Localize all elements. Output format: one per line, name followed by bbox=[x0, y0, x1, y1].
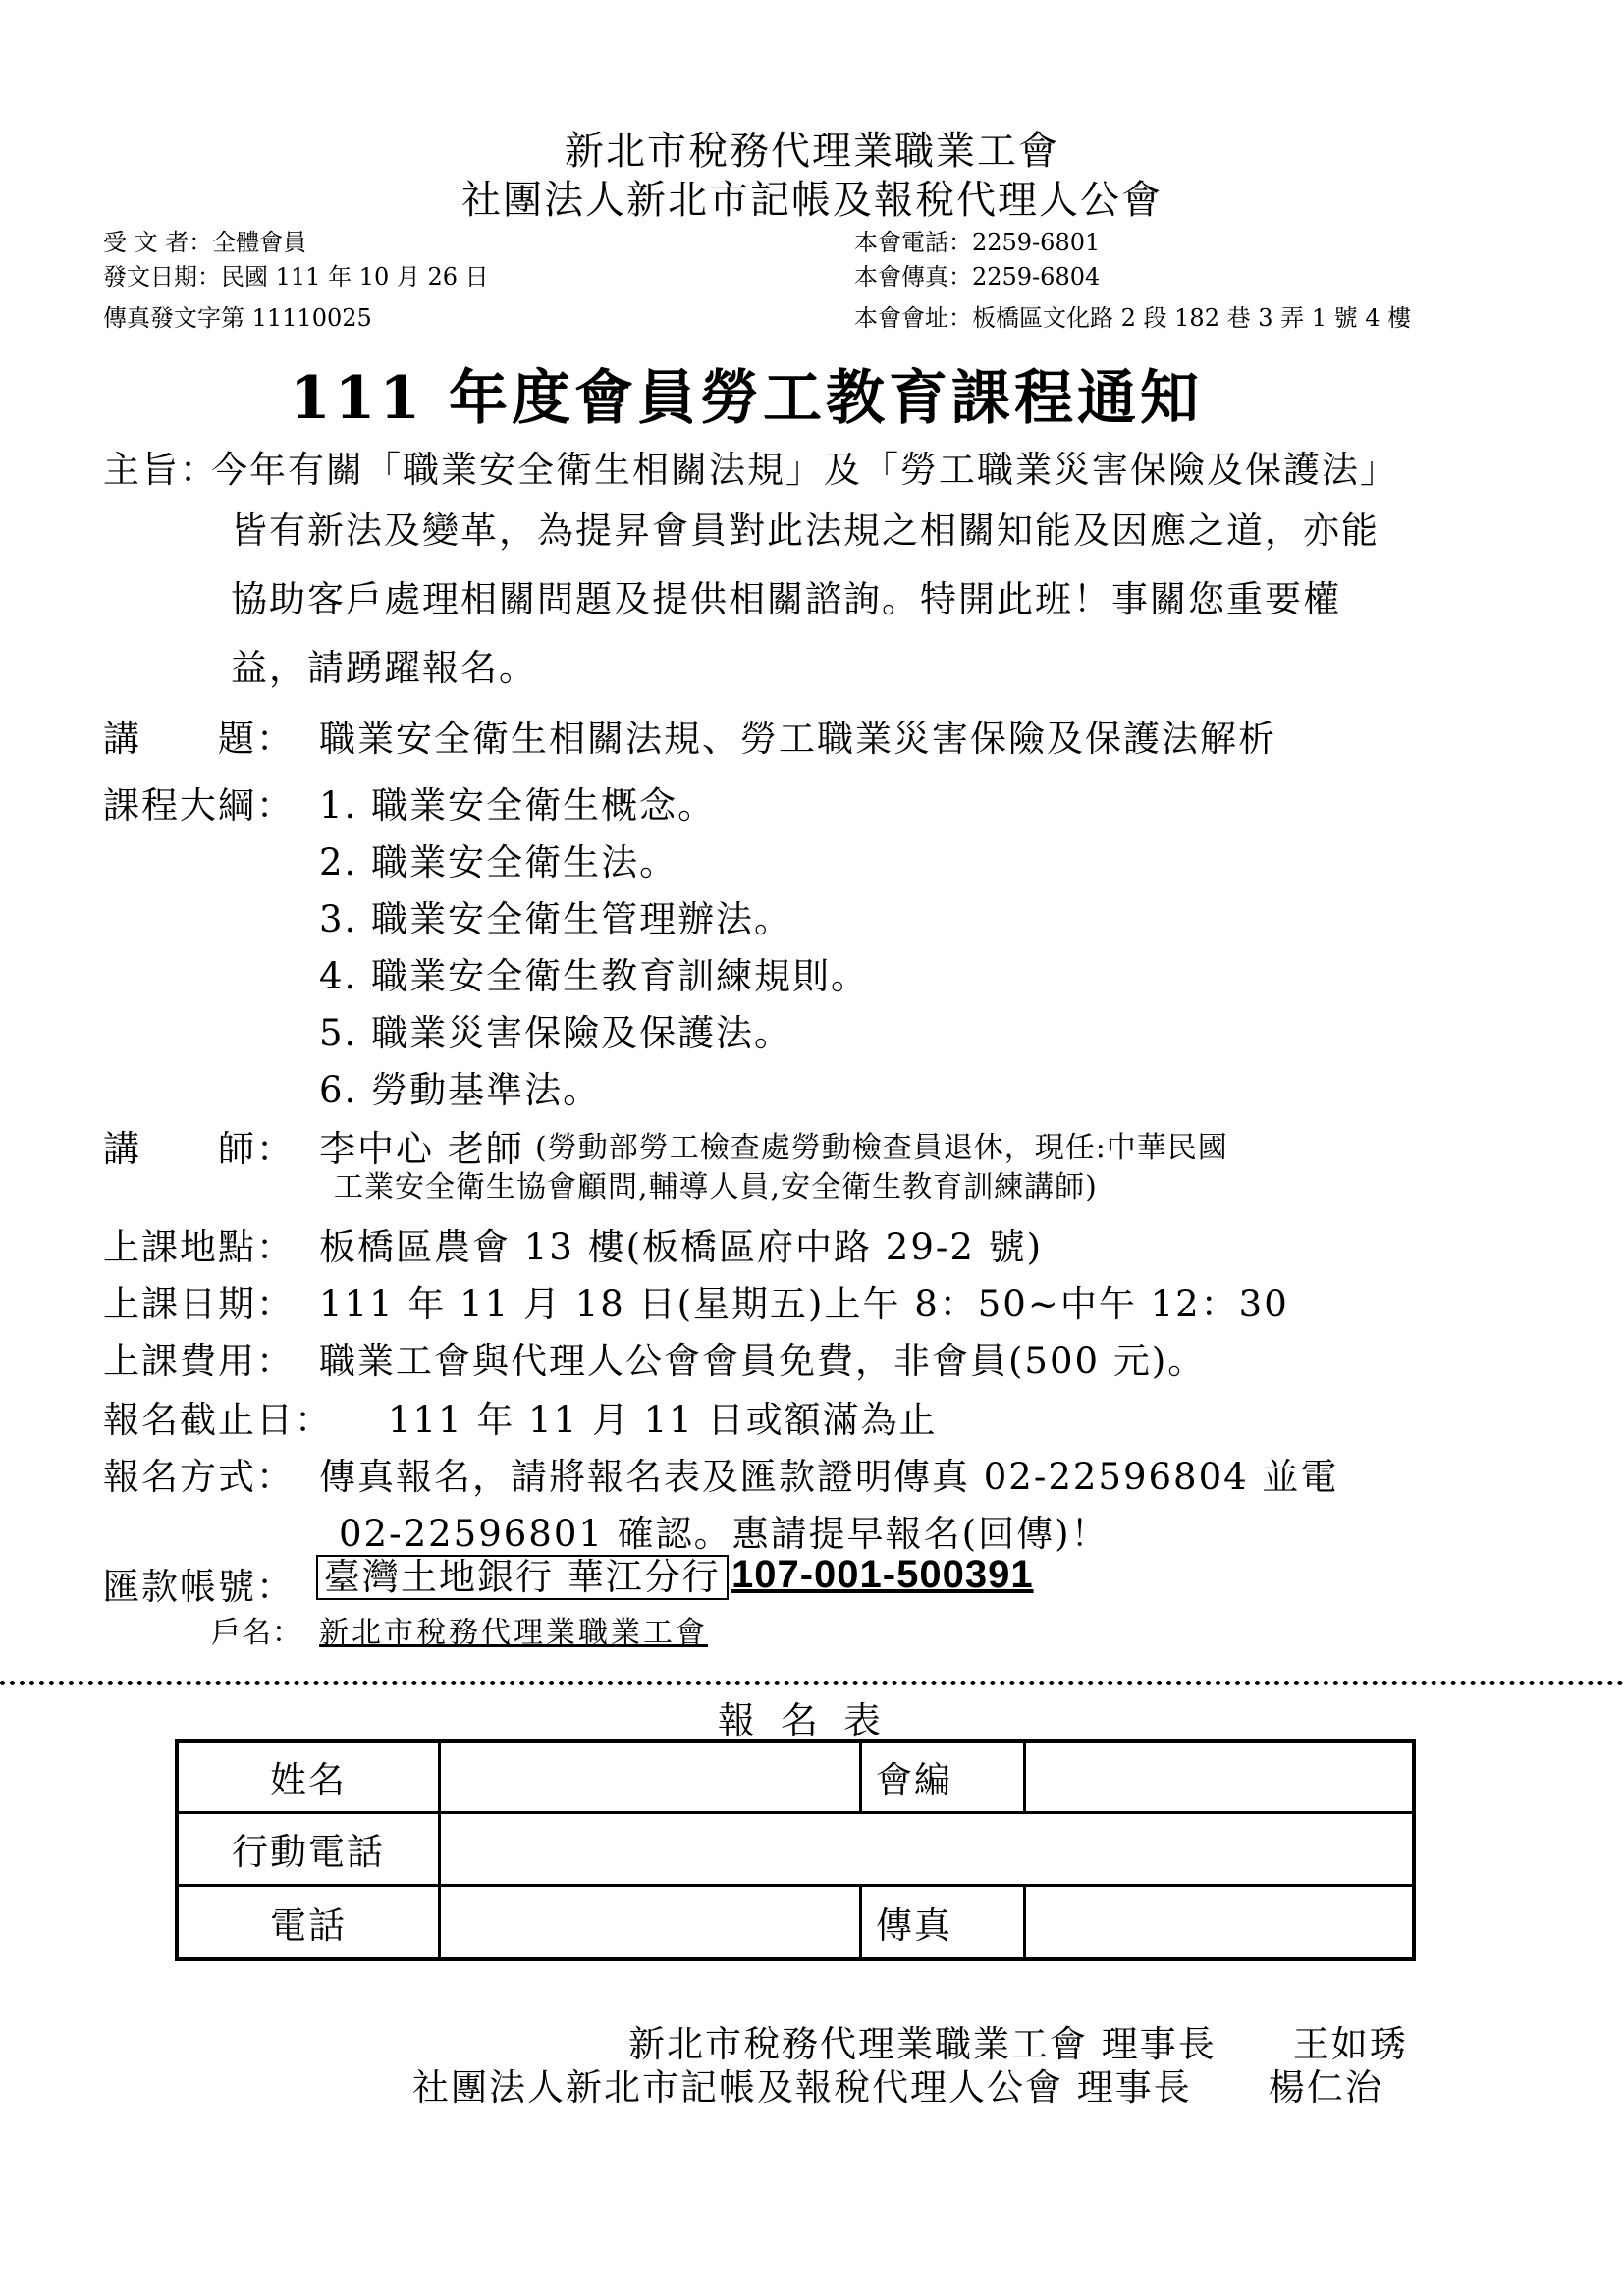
recipient: 受 文 者：全體會員 bbox=[103, 229, 307, 256]
fee-value: 職業工會與代理人公會會員免費，非會員(500 元)。 bbox=[319, 1340, 1207, 1382]
outline-item: 5. 職業災害保險及保護法。 bbox=[319, 1012, 793, 1054]
account-holder: 新北市稅務代理業職業工會 bbox=[319, 1616, 708, 1650]
name-field[interactable] bbox=[440, 1741, 861, 1812]
bank-name: 臺灣土地銀行 華江分行 bbox=[316, 1555, 729, 1600]
class-date-value: 111 年 11 月 18 日(星期五)上午 8：50~中午 12：30 bbox=[319, 1283, 1289, 1325]
fax-label: 傳真 bbox=[861, 1885, 1025, 1959]
deadline-label: 報名截止日： bbox=[103, 1399, 333, 1441]
document-number: 傳真發文字第 11110025 bbox=[103, 304, 372, 332]
outline-item: 4. 職業安全衛生教育訓練規則。 bbox=[319, 955, 870, 997]
lecturer-bio: 工業安全衛生協會顧問,輔導人員,安全衛生教育訓練講師) bbox=[334, 1170, 1098, 1204]
signature-line: 社團法人新北市記帳及報稅代理人公會 理事長 楊仁治 bbox=[412, 2066, 1383, 2109]
method-label: 報名方式： bbox=[103, 1456, 295, 1498]
account-number: 107-001-500391 bbox=[731, 1553, 1034, 1596]
member-no-field[interactable] bbox=[1025, 1741, 1415, 1812]
cut-line bbox=[0, 1681, 1624, 1685]
class-date-label: 上課日期： bbox=[103, 1283, 295, 1325]
venue-value: 板橋區農會 13 樓(板橋區府中路 29-2 號) bbox=[319, 1226, 1044, 1268]
issue-date: 發文日期：民國 111 年 10 月 26 日 bbox=[103, 263, 489, 291]
venue-label: 上課地點： bbox=[103, 1226, 295, 1268]
mobile-field[interactable] bbox=[440, 1812, 1415, 1885]
tel-label: 電話 bbox=[177, 1885, 440, 1959]
signature-line: 新北市稅務代理業職業工會 理事長 王如琇 bbox=[628, 2023, 1408, 2065]
fax-field[interactable] bbox=[1025, 1885, 1415, 1959]
registration-form bbox=[175, 1739, 1416, 1961]
lecturer-name: 李中心 老師 bbox=[319, 1128, 524, 1170]
outline-item: 3. 職業安全衛生管理辦法。 bbox=[319, 898, 793, 940]
phone: 本會電話：2259-6801 bbox=[854, 229, 1101, 256]
fax: 本會傳真：2259-6804 bbox=[854, 263, 1101, 291]
form-title: 報名表 bbox=[717, 1699, 906, 1742]
account-holder-label: 戶名： bbox=[211, 1616, 302, 1650]
topic-value: 職業安全衛生相關法規、勞工職業災害保險及保護法解析 bbox=[319, 718, 1276, 760]
purpose-line: 協助客戶處理相關問題及提供相關諮詢。特開此班！事關您重要權 bbox=[231, 578, 1341, 620]
outline-item: 1. 職業安全衛生概念。 bbox=[319, 784, 717, 827]
notice-title: 111 年度會員勞工教育課程通知 bbox=[289, 364, 1204, 433]
purpose-line: 皆有新法及變革，為提昇會員對此法規之相關知能及因應之道，亦能 bbox=[231, 509, 1380, 552]
purpose-label: 主旨： bbox=[103, 449, 218, 491]
mobile-label: 行動電話 bbox=[177, 1812, 440, 1885]
outline-item: 2. 職業安全衛生法。 bbox=[319, 841, 678, 883]
fee-label: 上課費用： bbox=[103, 1340, 295, 1382]
member-no-label: 會編 bbox=[861, 1741, 1025, 1812]
lecturer-label: 講 師： bbox=[103, 1128, 295, 1170]
org-name-1: 新北市稅務代理業職業工會 bbox=[565, 129, 1059, 174]
lecturer-bio: (勞動部勞工檢查處勞動檢查員退休，現任:中華民國 bbox=[535, 1131, 1228, 1165]
purpose-line: 今年有關「職業安全衛生相關法規」及「勞工職業災害保險及保護法」 bbox=[211, 449, 1398, 491]
remit-label: 匯款帳號： bbox=[103, 1566, 295, 1608]
org-name-2: 社團法人新北市記帳及報稅代理人公會 bbox=[461, 178, 1163, 223]
purpose-line: 益，請踴躍報名。 bbox=[231, 647, 537, 689]
address: 本會會址：板橋區文化路 2 段 182 巷 3 弄 1 號 4 樓 bbox=[854, 304, 1412, 332]
method-line: 02-22596801 確認。惠請提早報名(回傳)！ bbox=[339, 1513, 1110, 1555]
method-line: 傳真報名，請將報名表及匯款證明傳真 02-22596804 並電 bbox=[319, 1456, 1339, 1498]
outline-label: 課程大綱： bbox=[103, 784, 295, 827]
deadline-value: 111 年 11 月 11 日或額滿為止 bbox=[388, 1399, 938, 1441]
name-label: 姓名 bbox=[177, 1741, 440, 1812]
outline-item: 6. 勞動基準法。 bbox=[319, 1069, 602, 1111]
tel-field[interactable] bbox=[440, 1885, 861, 1959]
topic-label: 講 題： bbox=[103, 718, 295, 760]
